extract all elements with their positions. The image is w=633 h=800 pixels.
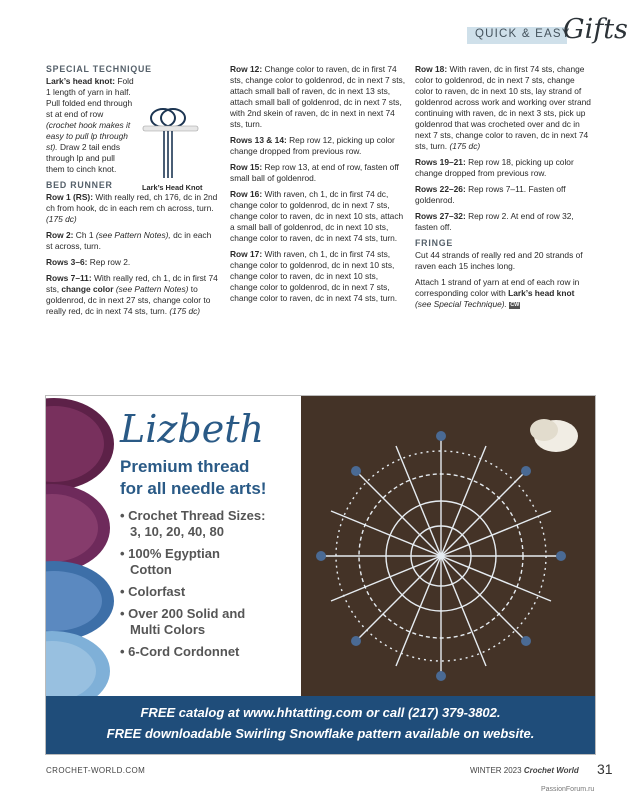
rows-7-11-italic: (see Pattern Notes) (115, 284, 189, 294)
row-1-count: (175 dc) (46, 214, 77, 224)
row-17-text: With raven, ch 1, dc in first 74 sts, change color to goldenrod, dc in next 10 sts, change color to raven, dc in next 10 sts, change color to goldenrod, dc in next 7 sts, change color to raven, dc in next 74 sts, turn. (230, 249, 398, 303)
fringe-paragraph-2 (415, 277, 591, 310)
rows-7-11-count: (175 dc) (169, 306, 201, 316)
row-17-paragraph (230, 249, 406, 304)
watermark: PassionForum.ru (541, 786, 595, 793)
lark-knot-paragraph (46, 76, 134, 175)
badge-label: QUICK & EASY (475, 28, 571, 40)
rows-27-32-label: Rows 27–32: (415, 211, 466, 221)
rows-13-14-text: Rep row 12, picking up color change dropped from previous row. (230, 135, 395, 156)
special-technique-heading: SPECIAL TECHNIQUE (46, 64, 152, 74)
rows-19-21-paragraph (415, 157, 591, 179)
row-2-text-a: Ch 1 (75, 230, 94, 240)
footer-magazine-name: Crochet World (523, 766, 579, 775)
feature-colors (120, 606, 304, 638)
bed-runner-heading: BED RUNNER (46, 180, 113, 190)
lark-knot-italic: (crochet hook makes it easy to pull lp through st). (46, 120, 131, 152)
doily-illustration (301, 396, 595, 696)
row-16-paragraph (230, 189, 406, 244)
rows-27-32-paragraph (415, 211, 591, 233)
feature-colorfast (120, 584, 304, 600)
rows-7-11-bold: change color (61, 284, 114, 294)
row-12-text: Change color to raven, dc in first 74 sts, change color to goldenrod, dc in next 7 sts, attach small ball of raven, dc in next 13 sts, attach small ball of goldenrod, dc in next 7 sts, with 2nd skein of raven, dc in next in next 74 sts, turn. (230, 64, 406, 129)
feature-cotton (120, 546, 304, 578)
rows-13-14-label: Rows 13 & 14: (230, 135, 287, 145)
column-3 (415, 64, 591, 315)
row-2-italic: (see Pattern Notes), (95, 230, 171, 240)
row-18-label: Row 18: (415, 64, 448, 74)
row-18-paragraph (415, 64, 591, 152)
fringe-heading: FRINGE (415, 238, 454, 248)
row-2-text-b: dc in each st across, turn. (46, 230, 212, 251)
rows-22-26-paragraph (415, 184, 591, 206)
badge-script-label: Gifts (563, 14, 628, 45)
feature-line: • 6-Cord Cordonnet (120, 644, 240, 659)
feature-thread-sizes (120, 508, 304, 540)
thread-spools-image (46, 396, 116, 696)
ad-footer-bar (46, 696, 595, 754)
rows-3-6-label: Rows 3–6: (46, 257, 88, 267)
tagline-line-1: Premium thread (120, 457, 250, 476)
cw-end-mark: CW (510, 302, 520, 308)
fringe-paragraph-1: Cut 44 strands of really red and 20 strands of raven each 15 inches long. (415, 250, 583, 271)
rows-7-11-text-a: With really red, ch 1, dc in first 74 sts, (46, 273, 218, 294)
row-12-paragraph (230, 64, 406, 130)
row-18-text: With raven, dc in first 74 sts, change color to goldenrod, dc in next 7 sts, change color to raven, dc in next 10 sts, lay strand of goldenrod across work and working over strand continuing with raven, dc in next 3 sts, pick up goldenrod that was crocheted over and dc in next 7 sts, change color to raven, dc in next 74 sts, turn. (415, 64, 591, 151)
row-12-label: Row 12: (230, 64, 263, 74)
feature-cordonnet (120, 644, 304, 660)
ad-tagline (120, 456, 304, 500)
row-15-paragraph (230, 162, 406, 184)
feature-line: 3, 10, 20, 40, 80 (130, 524, 224, 539)
rows-7-11-text-b: to goldenrod, dc in next 27 sts, change color to really red, dc in next 74 sts, turn. (46, 284, 211, 316)
feature-line: Multi Colors (130, 622, 206, 637)
feature-line: • Crochet Thread Sizes: (120, 508, 266, 523)
rows-3-6-paragraph (46, 257, 218, 268)
ad-catalog-offer: FREE catalog at www.hhtatting.com or call (217) 379-3802. (140, 705, 501, 720)
row-2-paragraph (46, 230, 218, 252)
row-15-text: Rep row 13, at end of row, fasten off small ball of goldenrod. (230, 162, 399, 183)
row-16-label: Row 16: (230, 189, 263, 199)
column-2 (230, 64, 406, 309)
fringe-italic: (see Special Technique). (415, 299, 507, 309)
row-16-text: With raven, ch 1, dc in first 74 dc, change color to goldenrod, dc in next 7 sts, change color to raven, dc in next 10 sts, attach a small ball of goldenrod, dc in next 10 sts, change color to raven, dc in next 74 sts, turn. (230, 189, 404, 243)
footer-issue-date: WINTER 2023 (470, 766, 522, 775)
feature-line: Cotton (130, 562, 172, 577)
rows-7-11-paragraph (46, 273, 218, 317)
fringe-bold: Lark’s head knot (508, 288, 575, 298)
row-1-paragraph (46, 192, 218, 225)
lark-knot-text: Fold 1 length of yarn in half. Pull folded end through st at end of row (46, 76, 134, 119)
feature-line: • 100% Egyptian (120, 546, 220, 561)
ad-pattern-offer: FREE downloadable Swirling Snowflake pattern available on website. (106, 726, 535, 741)
rows-22-26-label: Rows 22–26: (415, 184, 466, 194)
fringe-text: Attach 1 strand of yarn at end of each row in corresponding color with (415, 277, 580, 298)
rows-7-11-label: Rows 7–11: (46, 273, 92, 283)
footer-site: CROCHET-WORLD.COM (46, 766, 146, 775)
lark-knot-text-2: Draw 2 tail ends through lp and pull them to cinch knot. (46, 142, 121, 174)
row-1-label: Row 1 (RS): (46, 192, 93, 202)
lark-head-knot-illustration (138, 96, 218, 196)
ad-copy (114, 408, 304, 666)
page-number: 31 (597, 761, 613, 777)
figure-caption: Lark’s Head Knot (142, 183, 203, 192)
tagline-line-2: for all needle arts! (120, 479, 267, 498)
row-15-label: Row 15: (230, 162, 263, 172)
section-badge (467, 14, 628, 49)
column-1 (46, 64, 218, 322)
brand-logo: Lizbeth (120, 407, 264, 451)
feature-line: • Over 200 Solid and (120, 606, 246, 621)
row-2-label: Row 2: (46, 230, 74, 240)
row-1-text: With really red, ch 176, dc in 2nd ch from hook, dc in each rem ch across, turn. (46, 192, 218, 213)
rows-27-32-text: Rep row 2. At end of row 32, fasten off. (415, 211, 574, 232)
feature-line: • Colorfast (120, 584, 186, 599)
lark-knot-title: Lark’s head knot: (46, 76, 116, 86)
rows-13-14-paragraph (230, 135, 406, 157)
rows-3-6-text: Rep row 2. (89, 257, 131, 267)
rows-22-26-text: Rep rows 7–11. Fasten off goldenrod. (415, 184, 566, 205)
row-17-label: Row 17: (230, 249, 263, 259)
rows-19-21-text: Rep row 18, picking up color change dropped from previous row. (415, 157, 574, 178)
lizbeth-advertisement (45, 395, 596, 755)
rows-19-21-label: Rows 19–21: (415, 157, 466, 167)
footer-issue (470, 766, 579, 775)
row-18-count: (175 dc) (449, 141, 481, 151)
snowflake-doily-photo (301, 396, 595, 696)
